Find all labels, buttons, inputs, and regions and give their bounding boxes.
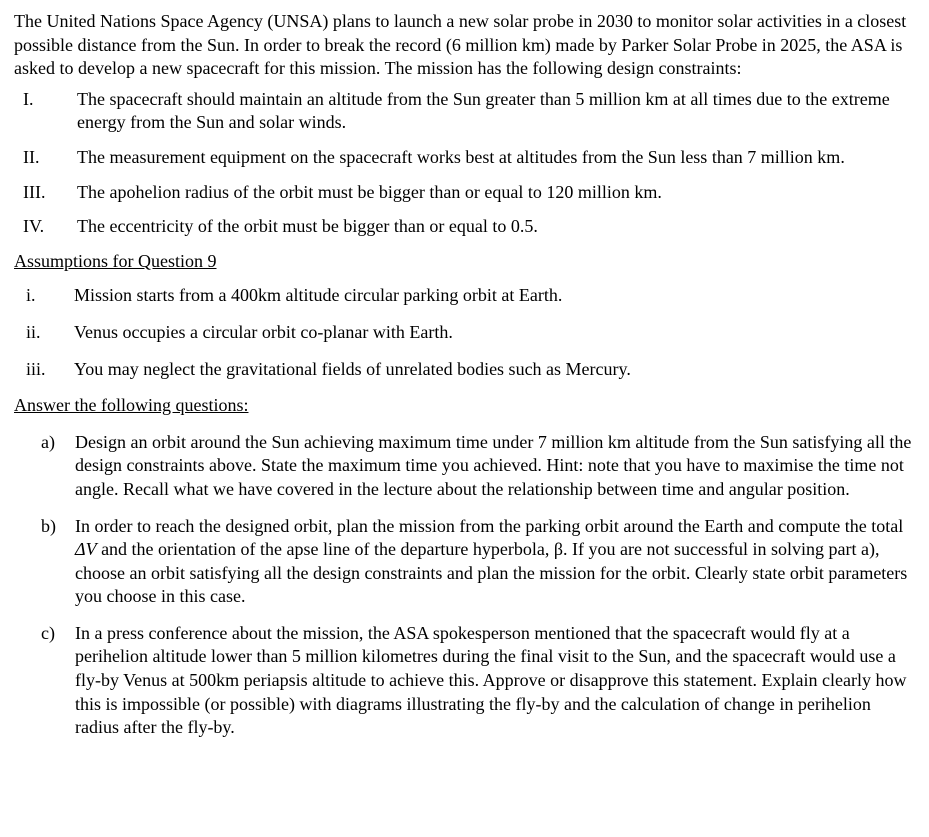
- question-item: [14, 622, 917, 740]
- constraint-number: IV.: [23, 216, 45, 237]
- answer-questions-heading: Answer the following questions:: [14, 395, 249, 416]
- constraint-text: The spacecraft should maintain an altitude from the Sun greater than 5 million km at all times due to the extreme energy from the Sun and solar winds.: [77, 88, 890, 133]
- delta-v-symbol: ΔV: [75, 539, 97, 560]
- constraint-text: The measurement equipment on the spacecraft works best at altitudes from the Sun less than 7 million km.: [77, 146, 845, 167]
- assumptions-heading: Assumptions for Question 9: [14, 250, 217, 271]
- questions-list: [14, 431, 917, 740]
- question-item: [14, 515, 917, 609]
- question-label: a): [41, 431, 55, 452]
- assumption-item: [14, 321, 917, 345]
- intro-paragraph: The United Nations Space Agency (UNSA) plans to launch a new solar probe in 2030 to monitor solar activities in a closest possible distance from the Sun. In order to break the record (6 million km) made by Parker Solar Probe in 2025, the ASA is asked to develop a new spacecraft for this mission. The mission has the following design constraints:: [14, 11, 907, 79]
- constraint-item: [14, 181, 917, 205]
- assumption-text: Mission starts from a 400km altitude circular parking orbit at Earth.: [74, 285, 563, 306]
- assumption-number: i.: [26, 285, 36, 306]
- constraint-item: [14, 146, 917, 170]
- constraint-number: II.: [23, 146, 40, 167]
- question-text-part: In order to reach the designed orbit, plan the mission from the parking orbit around the Earth and compute the total: [75, 515, 904, 536]
- constraint-text: The apohelion radius of the orbit must be bigger than or equal to 120 million km.: [77, 181, 662, 202]
- assumption-item: [14, 284, 917, 308]
- assumption-text: Venus occupies a circular orbit co-planar with Earth.: [74, 321, 453, 342]
- assumption-number: iii.: [26, 358, 46, 379]
- constraint-item: [14, 88, 917, 135]
- constraint-item: [14, 215, 917, 239]
- question-label: c): [41, 622, 55, 643]
- constraint-number: I.: [23, 88, 34, 109]
- question-label: b): [41, 515, 56, 536]
- assumptions-list: [14, 284, 917, 381]
- question-text: [72, 515, 917, 609]
- assumption-item: [14, 358, 917, 382]
- design-constraints-list: [14, 88, 917, 239]
- question-text: In a press conference about the mission, the ASA spokesperson mentioned that the spacecraft would fly at a perihelion altitude lower than 5 million kilometres during the final visit to the Sun, and the spacecraft would use a fly-by Venus at 500km periapsis altitude to achieve this. Approve or disapprove this statement. Explain clearly how this is impossible (or possible) with diagrams illustrating the fly-by and the calculation of change in perihelion radius after the fly-by.: [75, 622, 907, 738]
- assumption-text: You may neglect the gravitational fields of unrelated bodies such as Mercury.: [74, 358, 631, 379]
- question-item: [14, 431, 917, 502]
- assumption-number: ii.: [26, 321, 41, 342]
- constraint-number: III.: [23, 181, 46, 202]
- question-text: Design an orbit around the Sun achieving maximum time under 7 million km altitude from the Sun satisfying all the design constraints above. State the maximum time you achieved. Hint: note that you have to maximise the time not angle. Recall what we have covered in the lecture about the relationship between time and angular position.: [75, 431, 912, 499]
- question-text-part: and the orientation of the apse line of the departure hyperbola, β. If you are not successful in solving part a), choose an orbit satisfying all the design constraints and plan the mission for the orbit. Clearly state orbit parameters you choose in this case.: [75, 539, 908, 607]
- constraint-text: The eccentricity of the orbit must be bigger than or equal to 0.5.: [77, 216, 538, 237]
